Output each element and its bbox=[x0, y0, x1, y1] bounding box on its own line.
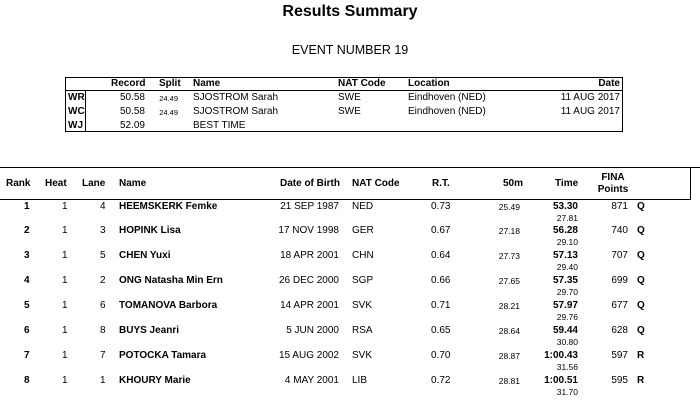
col-header-dob: Date of Birth bbox=[280, 178, 340, 189]
col-header-rt: R.T. bbox=[432, 178, 450, 189]
record-holder: SJOSTROM Sarah bbox=[193, 92, 279, 103]
final-time: 57.97 bbox=[552, 300, 578, 311]
date-of-birth: 4 MAY 2001 bbox=[284, 375, 339, 386]
reaction-time: 0.70 bbox=[431, 350, 451, 361]
record-date: 11 AUG 2017 bbox=[560, 106, 620, 117]
results-header-divider bbox=[0, 199, 691, 200]
records-header-name: Name bbox=[193, 78, 221, 89]
reaction-time: 0.73 bbox=[431, 201, 451, 212]
split-50m: 28.21 bbox=[498, 301, 520, 311]
split-50m: 27.18 bbox=[498, 226, 520, 236]
split-50m: 28.64 bbox=[498, 326, 520, 336]
athlete-name: HEEMSKERK Femke bbox=[119, 201, 218, 212]
records-header-date: Date bbox=[598, 78, 620, 89]
record-location: Eindhoven (NED) bbox=[408, 106, 486, 117]
records-header-split: Split bbox=[159, 78, 181, 89]
heat: 1 bbox=[62, 225, 68, 236]
heat: 1 bbox=[62, 350, 68, 361]
record-location: Eindhoven (NED) bbox=[408, 92, 486, 103]
final-time: 57.13 bbox=[552, 250, 578, 261]
results-top-divider bbox=[0, 167, 700, 168]
reaction-time: 0.72 bbox=[431, 375, 451, 386]
final-time: 1:00.43 bbox=[544, 350, 578, 361]
col-header-points-line2: Points bbox=[597, 184, 629, 195]
reaction-time: 0.65 bbox=[431, 325, 451, 336]
fina-points: 597 bbox=[611, 350, 628, 361]
records-type-divider bbox=[85, 90, 86, 132]
final-time: 1:00.51 bbox=[544, 375, 578, 386]
record-type: WR bbox=[68, 92, 85, 103]
final-time: 56.28 bbox=[552, 225, 578, 236]
lane: 1 bbox=[100, 375, 106, 386]
qualification: R bbox=[637, 375, 645, 386]
lane: 5 bbox=[100, 250, 106, 261]
result-row bbox=[0, 275, 700, 299]
nat-code: SVK bbox=[352, 300, 373, 311]
split-50m: 28.87 bbox=[498, 351, 520, 361]
qualification: Q bbox=[637, 300, 645, 311]
col-header-lane: Lane bbox=[82, 178, 106, 189]
lap-split: 29.76 bbox=[556, 312, 578, 322]
event-number: EVENT NUMBER 19 bbox=[291, 43, 409, 57]
reaction-time: 0.67 bbox=[431, 225, 451, 236]
lane: 8 bbox=[100, 325, 106, 336]
nat-code: NED bbox=[352, 201, 374, 212]
fina-points: 628 bbox=[611, 325, 628, 336]
lane: 3 bbox=[100, 225, 106, 236]
rank: 7 bbox=[24, 350, 30, 361]
record-time: 50.58 bbox=[119, 92, 145, 103]
rank: 2 bbox=[24, 225, 30, 236]
date-of-birth: 15 AUG 2002 bbox=[278, 350, 339, 361]
heat: 1 bbox=[62, 375, 68, 386]
lap-split: 29.70 bbox=[556, 287, 578, 297]
athlete-name: ONG Natasha Min Ern bbox=[119, 275, 223, 286]
heat: 1 bbox=[62, 300, 68, 311]
result-row bbox=[0, 201, 700, 225]
split-50m: 25.49 bbox=[498, 202, 520, 212]
heat: 1 bbox=[62, 325, 68, 336]
date-of-birth: 18 APR 2001 bbox=[280, 250, 339, 261]
nat-code: GER bbox=[352, 225, 374, 236]
records-header-location: Location bbox=[408, 78, 450, 89]
nat-code: SGP bbox=[352, 275, 374, 286]
qualification: Q bbox=[637, 275, 645, 286]
result-row bbox=[0, 325, 700, 349]
athlete-name: KHOURY Marie bbox=[119, 375, 191, 386]
lane: 6 bbox=[100, 300, 106, 311]
record-time: 52.09 bbox=[119, 120, 145, 131]
record-nat: SWE bbox=[338, 92, 361, 103]
record-type: WJ bbox=[68, 120, 83, 131]
date-of-birth: 5 JUN 2000 bbox=[286, 325, 339, 336]
lane: 2 bbox=[100, 275, 106, 286]
lap-split: 30.80 bbox=[556, 337, 578, 347]
lap-split: 29.10 bbox=[556, 237, 578, 247]
athlete-name: HOPINK Lisa bbox=[119, 225, 181, 236]
col-header-heat: Heat bbox=[45, 178, 67, 189]
athlete-name: CHEN Yuxi bbox=[119, 250, 171, 261]
rank: 3 bbox=[24, 250, 30, 261]
reaction-time: 0.66 bbox=[431, 275, 451, 286]
qualification: Q bbox=[637, 250, 645, 261]
result-row bbox=[0, 375, 700, 399]
reaction-time: 0.71 bbox=[431, 300, 451, 311]
record-split: 24.49 bbox=[159, 108, 178, 117]
final-time: 59.44 bbox=[552, 325, 578, 336]
split-50m: 27.65 bbox=[498, 276, 520, 286]
lap-split: 29.40 bbox=[556, 262, 578, 272]
record-holder: BEST TIME bbox=[193, 120, 246, 131]
final-time: 57.35 bbox=[552, 275, 578, 286]
record-holder: SJOSTROM Sarah bbox=[193, 106, 279, 117]
result-row bbox=[0, 350, 700, 374]
lane: 7 bbox=[100, 350, 106, 361]
record-type: WC bbox=[68, 106, 85, 117]
fina-points: 740 bbox=[611, 225, 628, 236]
col-header-50m: 50m bbox=[503, 178, 524, 189]
page-title: Results Summary bbox=[282, 3, 418, 20]
heat: 1 bbox=[62, 250, 68, 261]
record-time: 50.58 bbox=[119, 106, 145, 117]
date-of-birth: 17 NOV 1998 bbox=[278, 225, 339, 236]
nat-code: SVK bbox=[352, 350, 373, 361]
split-50m: 28.81 bbox=[498, 376, 520, 386]
results-right-border bbox=[690, 167, 691, 200]
records-header-divider bbox=[66, 90, 622, 91]
record-nat: SWE bbox=[338, 106, 361, 117]
records-table bbox=[65, 77, 623, 132]
athlete-name: BUYS Jeanri bbox=[119, 325, 180, 336]
fina-points: 707 bbox=[611, 250, 628, 261]
nat-code: LIB bbox=[352, 375, 368, 386]
lap-split: 31.70 bbox=[556, 387, 578, 397]
result-row bbox=[0, 250, 700, 274]
fina-points: 871 bbox=[611, 201, 628, 212]
record-split: 24.49 bbox=[159, 94, 178, 103]
result-row bbox=[0, 300, 700, 324]
nat-code: RSA bbox=[352, 325, 373, 336]
date-of-birth: 21 SEP 1987 bbox=[280, 201, 339, 212]
nat-code: CHN bbox=[352, 250, 374, 261]
col-header-nat: NAT Code bbox=[352, 178, 400, 189]
qualification: Q bbox=[637, 201, 645, 212]
final-time: 53.30 bbox=[552, 201, 578, 212]
rank: 4 bbox=[24, 275, 30, 286]
rank: 6 bbox=[24, 325, 30, 336]
records-header-nat: NAT Code bbox=[338, 78, 386, 89]
lane: 4 bbox=[100, 201, 106, 212]
fina-points: 677 bbox=[611, 300, 628, 311]
date-of-birth: 14 APR 2001 bbox=[280, 300, 339, 311]
athlete-name: POTOCKA Tamara bbox=[119, 350, 207, 361]
date-of-birth: 26 DEC 2000 bbox=[278, 275, 339, 286]
reaction-time: 0.64 bbox=[431, 250, 451, 261]
col-header-rank: Rank bbox=[6, 178, 31, 189]
col-header-points-line1: FINA bbox=[601, 172, 625, 183]
fina-points: 699 bbox=[611, 275, 628, 286]
rank: 5 bbox=[24, 300, 30, 311]
records-header-record: Record bbox=[111, 78, 146, 89]
heat: 1 bbox=[62, 201, 68, 212]
athlete-name: TOMANOVA Barbora bbox=[119, 300, 218, 311]
qualification: Q bbox=[637, 225, 645, 236]
col-header-name: Name bbox=[119, 178, 147, 189]
result-row bbox=[0, 225, 700, 249]
lap-split: 31.56 bbox=[556, 362, 578, 372]
rank: 1 bbox=[24, 201, 30, 212]
split-50m: 27.73 bbox=[498, 251, 520, 261]
heat: 1 bbox=[62, 275, 68, 286]
col-header-time: Time bbox=[555, 178, 579, 189]
rank: 8 bbox=[24, 375, 30, 386]
qualification: R bbox=[637, 350, 645, 361]
lap-split: 27.81 bbox=[556, 213, 578, 223]
qualification: Q bbox=[637, 325, 645, 336]
fina-points: 595 bbox=[611, 375, 628, 386]
record-date: 11 AUG 2017 bbox=[560, 92, 620, 103]
